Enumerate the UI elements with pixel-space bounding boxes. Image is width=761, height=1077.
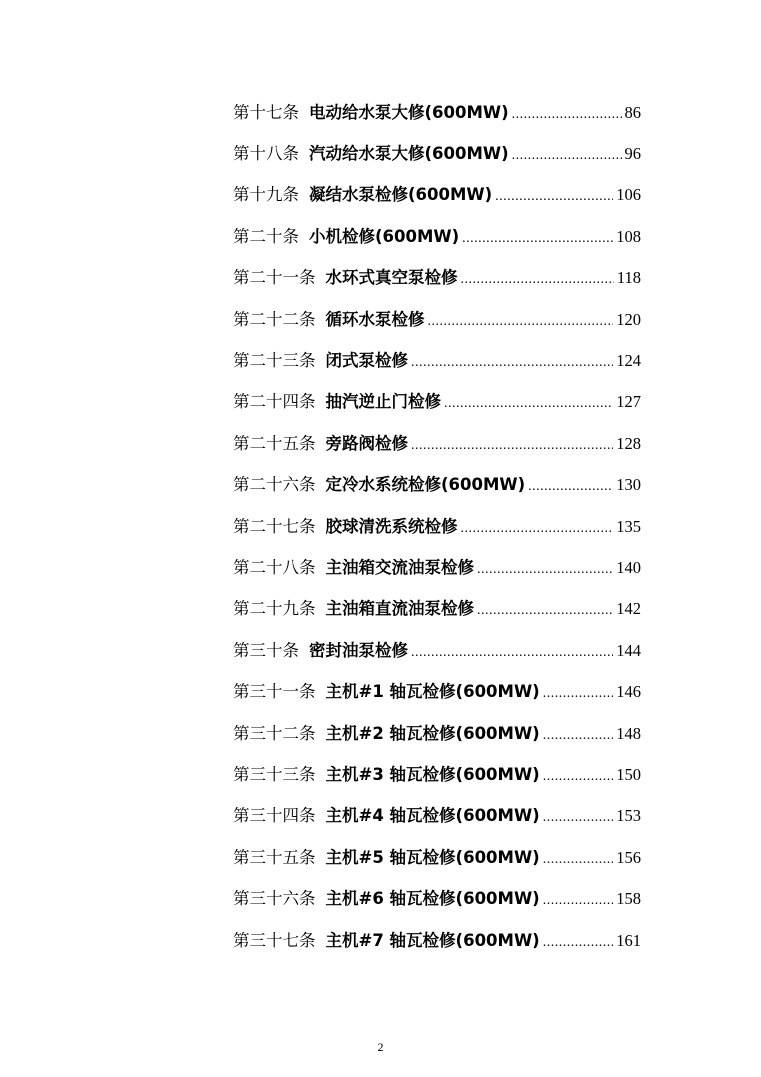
toc-entry-title: 胶球清洗系统检修 xyxy=(325,516,458,536)
toc-entry[interactable] xyxy=(233,878,641,919)
dot-leader xyxy=(428,312,614,332)
toc-entry-page: 96 xyxy=(624,144,641,164)
dot-leader xyxy=(411,353,613,373)
dot-leader xyxy=(543,891,614,911)
toc-entry-page: 144 xyxy=(616,640,641,660)
dot-leader xyxy=(512,146,622,166)
dot-leader xyxy=(477,601,613,621)
toc-entry-page: 120 xyxy=(616,309,641,329)
toc-entry[interactable] xyxy=(233,506,641,547)
toc-entry-number: 第三十五条 xyxy=(233,847,316,867)
toc-entry-number: 第三十四条 xyxy=(233,806,316,826)
toc-entry-number: 第二十七条 xyxy=(233,516,316,536)
toc-entry[interactable] xyxy=(233,423,641,464)
toc-entry-title: 循环水泵检修 xyxy=(325,309,425,329)
toc-entry-title: 闭式泵检修 xyxy=(325,351,408,371)
toc-entry[interactable] xyxy=(233,299,641,340)
toc-entry-title: 汽动给水泵大修(600MW) xyxy=(309,144,509,164)
toc-entry-page: 127 xyxy=(616,392,641,412)
toc-entry-title: 密封油泵检修 xyxy=(309,640,408,660)
toc-entry-title: 主机#6 轴瓦检修(600MW) xyxy=(325,889,540,909)
dot-leader xyxy=(495,187,613,207)
toc-entry-title: 主机#5 轴瓦检修(600MW) xyxy=(325,847,540,867)
toc-entry[interactable] xyxy=(233,216,641,257)
toc-entry[interactable] xyxy=(233,837,641,878)
toc-entry-page: 118 xyxy=(616,268,641,288)
dot-leader xyxy=(528,477,613,497)
toc-entry-number: 第二十四条 xyxy=(233,392,316,412)
toc-entry-number: 第三十条 xyxy=(233,640,299,660)
dot-leader xyxy=(543,933,614,953)
toc-entry-title: 水环式真空泵检修 xyxy=(325,268,458,288)
toc-entry[interactable] xyxy=(233,547,641,588)
toc-entry-number: 第三十二条 xyxy=(233,723,316,743)
toc-entry-number: 第二十一条 xyxy=(233,268,316,288)
toc-entry-title: 抽汽逆止门检修 xyxy=(325,392,441,412)
toc-entry-page: 108 xyxy=(616,226,641,246)
toc-entry-number: 第二十八条 xyxy=(233,557,316,577)
toc-entry-title: 主机#4 轴瓦检修(600MW) xyxy=(325,806,540,826)
toc-entry-page: 150 xyxy=(616,764,641,784)
toc-entry[interactable] xyxy=(233,465,641,506)
toc-entry-number: 第三十七条 xyxy=(233,930,316,950)
toc-entry-number: 第十七条 xyxy=(233,102,299,122)
toc-entry-number: 第二十九条 xyxy=(233,599,316,619)
toc-entry-page: 161 xyxy=(616,930,641,950)
table-of-contents xyxy=(233,92,641,961)
toc-entry[interactable] xyxy=(233,175,641,216)
dot-leader xyxy=(543,850,614,870)
dot-leader xyxy=(543,808,614,828)
dot-leader xyxy=(477,560,613,580)
toc-entry-number: 第十八条 xyxy=(233,144,299,164)
toc-entry-number: 第二十六条 xyxy=(233,475,316,495)
toc-entry-number: 第三十一条 xyxy=(233,682,316,702)
toc-entry-page: 124 xyxy=(616,351,641,371)
toc-entry-number: 第二十条 xyxy=(233,226,299,246)
toc-entry-page: 135 xyxy=(616,516,641,536)
toc-entry-page: 156 xyxy=(616,847,641,867)
toc-entry[interactable] xyxy=(233,133,641,174)
toc-entry-title: 旁路阀检修 xyxy=(325,433,408,453)
dot-leader xyxy=(461,519,614,539)
toc-entry-page: 140 xyxy=(616,557,641,577)
toc-entry[interactable] xyxy=(233,713,641,754)
toc-entry[interactable] xyxy=(233,671,641,712)
toc-entry-number: 第十九条 xyxy=(233,185,299,205)
toc-entry-page: 148 xyxy=(616,723,641,743)
toc-entry-page: 142 xyxy=(616,599,641,619)
toc-entry[interactable] xyxy=(233,382,641,423)
toc-entry-title: 电动给水泵大修(600MW) xyxy=(309,102,509,122)
dot-leader xyxy=(444,394,613,414)
toc-entry-page: 106 xyxy=(616,185,641,205)
dot-leader xyxy=(543,726,614,746)
toc-entry[interactable] xyxy=(233,754,641,795)
toc-entry[interactable] xyxy=(233,340,641,381)
toc-entry-title: 定冷水系统检修(600MW) xyxy=(325,475,526,495)
toc-entry-page: 86 xyxy=(624,102,641,122)
toc-entry-title: 凝结水泵检修(600MW) xyxy=(309,185,493,205)
toc-entry-number: 第二十五条 xyxy=(233,433,316,453)
toc-entry-page: 158 xyxy=(616,889,641,909)
toc-entry[interactable] xyxy=(233,796,641,837)
dot-leader xyxy=(411,436,613,456)
toc-entry-title: 主机#3 轴瓦检修(600MW) xyxy=(325,764,540,784)
dot-leader xyxy=(512,105,622,125)
toc-entry-title: 主油箱直流油泵检修 xyxy=(325,599,474,619)
dot-leader xyxy=(461,270,614,290)
toc-entry[interactable] xyxy=(233,920,641,961)
toc-entry[interactable] xyxy=(233,92,641,133)
toc-entry-number: 第三十六条 xyxy=(233,889,316,909)
toc-entry-number: 第二十二条 xyxy=(233,309,316,329)
toc-entry-page: 128 xyxy=(616,433,641,453)
toc-entry-title: 小机检修(600MW) xyxy=(309,226,460,246)
toc-entry-page: 153 xyxy=(616,806,641,826)
toc-entry-page: 130 xyxy=(616,475,641,495)
dot-leader xyxy=(543,684,614,704)
toc-entry-number: 第三十三条 xyxy=(233,764,316,784)
dot-leader xyxy=(543,767,614,787)
dot-leader xyxy=(462,229,613,249)
toc-entry[interactable] xyxy=(233,630,641,671)
toc-entry-title: 主油箱交流油泵检修 xyxy=(325,557,474,577)
dot-leader xyxy=(411,643,613,663)
toc-entry[interactable] xyxy=(233,258,641,299)
page-number: 2 xyxy=(377,1040,384,1054)
toc-entry-title: 主机#2 轴瓦检修(600MW) xyxy=(325,723,540,743)
toc-entry-title: 主机#7 轴瓦检修(600MW) xyxy=(325,930,540,950)
toc-entry-number: 第二十三条 xyxy=(233,351,316,371)
toc-entry-title: 主机#1 轴瓦检修(600MW) xyxy=(325,682,540,702)
toc-entry[interactable] xyxy=(233,589,641,630)
toc-entry-page: 146 xyxy=(616,682,641,702)
